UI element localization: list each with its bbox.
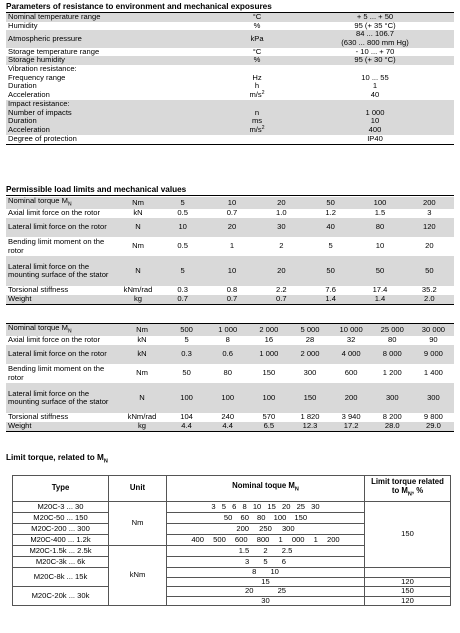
limit-percent-header: Limit torque related to M xyxy=(371,477,444,495)
env-value-extra: (630 ... 800 mm Hg) xyxy=(341,37,409,47)
limit-nominal-header: Nominal toque M xyxy=(232,481,295,491)
limit-nominal: 200 250 300 xyxy=(167,524,365,535)
env-row-group xyxy=(6,100,454,135)
limit-nominal: 20 25 xyxy=(167,587,365,597)
load2-row: Lateral limit force on the mounting surface of the stator N 100 100 100 150 200 300 300 xyxy=(6,383,454,413)
env-label: Impact resistance: xyxy=(8,99,70,109)
env-label: Duration xyxy=(8,116,37,126)
env-unit-sup: 2 xyxy=(261,125,265,132)
env-value: + 5 ... + 50 xyxy=(296,13,454,22)
env-label: Degree of protection xyxy=(8,133,77,143)
load1-row: Lateral limit force on the mounting surface of the stator N 5 10 20 50 50 50 xyxy=(6,256,454,286)
env-value: 95 (+ 30 °C) xyxy=(296,56,454,65)
limit-row xyxy=(13,568,451,578)
limit-percent: 150 xyxy=(365,587,451,597)
env-label: Vibration resistance: xyxy=(8,64,77,74)
limit-unit-header: Unit xyxy=(109,476,167,502)
env-label: Storage humidity xyxy=(6,56,218,65)
load-section-title: Permissible load limits and mechanical values xyxy=(6,185,187,194)
limit-percent: 120 xyxy=(365,577,451,587)
env-section-title: Parameters of resistance to environment and mechanical exposures xyxy=(6,2,272,11)
env-unit: Hz xyxy=(252,72,262,82)
limit-type: M20C-3k ... 6k xyxy=(13,557,109,568)
load1-row: Weight kg 0.7 0.7 0.7 1.4 1.4 2.0 xyxy=(6,295,454,304)
limit-nominal: 3 5 6 8 10 15 20 25 30 xyxy=(167,502,365,513)
env-unit: ms xyxy=(251,116,263,126)
env-label: Frequency range xyxy=(8,72,66,82)
env-label: Humidity xyxy=(8,20,38,30)
limit-type: M20C-8k ... 15k xyxy=(13,568,109,587)
env-unit: °C xyxy=(252,46,262,56)
limit-type: M20C-400 ... 1.2k xyxy=(13,535,109,546)
env-unit: n xyxy=(254,107,260,117)
limit-table xyxy=(12,475,451,606)
limit-header-row: Type Unit Nominal toque $M_N$ Limit torque related to $M_N$, % xyxy=(13,476,451,502)
env-value: 1 000 xyxy=(365,107,385,117)
env-table xyxy=(6,13,454,145)
env-value: - 10 ... + 70 xyxy=(355,46,395,56)
load1-row: Torsional stiffness kNm/rad 0.3 0.8 2.2 7.6 17.4 35.2 xyxy=(8,285,437,295)
limit-type-header: Type xyxy=(13,476,109,502)
env-unit: % xyxy=(253,20,261,30)
env-row xyxy=(6,135,454,144)
env-value: 40 xyxy=(370,90,380,100)
env-unit: m/s xyxy=(249,90,262,100)
env-label: Atmospheric pressure xyxy=(6,30,218,47)
env-label: Acceleration xyxy=(8,125,50,135)
env-unit: % xyxy=(218,56,296,65)
env-unit-sup: 2 xyxy=(261,90,265,97)
env-label: Nominal temperature range xyxy=(6,13,218,22)
row-label: Nominal torque M xyxy=(8,196,68,205)
env-unit: h xyxy=(254,81,260,91)
env-value: 84 ... 106.7 xyxy=(356,29,394,39)
env-unit xyxy=(218,135,296,144)
limit-nominal: 1.5 2 2.5 xyxy=(167,546,365,557)
limit-row xyxy=(13,502,451,513)
limit-type: M20C-50 ... 150 xyxy=(13,513,109,524)
limit-nominal: 30 xyxy=(167,596,365,606)
limit-nominal: 15 xyxy=(167,577,365,587)
env-value: 1 xyxy=(372,81,378,91)
load2-head-row: Nominal torque $M_N$ Nm 500 1 000 2 000 5 000 10 000 25 000 30 000 xyxy=(6,324,454,337)
limit-percent: 150 xyxy=(365,502,451,568)
env-value: 400 xyxy=(368,125,382,135)
limit-type: M20C-3 ... 30 xyxy=(13,502,109,513)
limit-nominal: 400 500 600 800 1 000 1 200 xyxy=(167,535,365,546)
limit-nominal: 3 5 6 xyxy=(167,557,365,568)
limit-percent: 120 xyxy=(365,596,451,606)
env-label: Acceleration xyxy=(8,90,50,100)
limit-nominal: 8 10 xyxy=(167,568,365,578)
limit-row xyxy=(13,587,451,597)
load2-row: Bending limit moment on the rotor Nm 50 80 150 300 600 1 200 1 400 xyxy=(8,364,443,382)
limit-type: M20C-200 ... 300 xyxy=(13,524,109,535)
limit-unit: kNm xyxy=(109,546,167,606)
load2-row: Weight kg 4.4 4.4 6.5 12.3 17.2 28.0 29.0 xyxy=(6,422,454,431)
env-row xyxy=(6,30,454,47)
limit-type: M20C-1.5k ... 2.5k xyxy=(13,546,109,557)
limit-nominal: 50 60 80 100 150 xyxy=(167,513,365,524)
limit-type: M20C-20k ... 30k xyxy=(13,587,109,606)
load1-row: Bending limit moment on the rotor Nm 0.5 1 2 5 10 20 xyxy=(8,237,434,255)
load-title-rule xyxy=(6,195,454,196)
load2-row: Lateral limit force on the rotor kN 0.3 0.6 1 000 2 000 4 000 8 000 9 000 xyxy=(6,345,454,364)
load2-row: Torsional stiffness kNm/rad 104 240 570 1 820 3 940 8 200 9 800 xyxy=(8,412,443,422)
load-table-1 xyxy=(6,197,454,305)
env-value: 10 ... 55 xyxy=(361,72,389,82)
env-unit: °C xyxy=(218,13,296,22)
env-value: 10 xyxy=(370,116,380,126)
load2-row: Axial limit force on the rotor kN 5 8 16 28 32 80 90 xyxy=(8,335,438,345)
load-table-2 xyxy=(6,323,454,432)
env-value: 95 (+ 35 °C) xyxy=(354,20,396,30)
env-unit: m/s xyxy=(249,125,262,135)
load1-row: Lateral limit force on the rotor N 10 20 30 40 80 120 xyxy=(6,218,454,237)
env-label: Duration xyxy=(8,81,37,91)
env-unit: kPa xyxy=(218,30,296,47)
env-label: Storage temperature range xyxy=(8,46,100,56)
limit-section-title: Limit torque, related to $M_N$ xyxy=(6,453,108,465)
load1-head-row: Nominal torque $M_N$ Nm 5 10 20 50 100 200 xyxy=(6,197,454,209)
env-row-group xyxy=(6,65,454,100)
env-label: Number of impacts xyxy=(8,107,72,117)
row-unit: Nm xyxy=(118,197,158,209)
load1-row: Axial limit force on the rotor kN 0.5 0.7 1.0 1.2 1.5 3 xyxy=(8,208,432,218)
env-value: IP40 xyxy=(367,133,383,143)
limit-unit: Nm xyxy=(109,502,167,546)
